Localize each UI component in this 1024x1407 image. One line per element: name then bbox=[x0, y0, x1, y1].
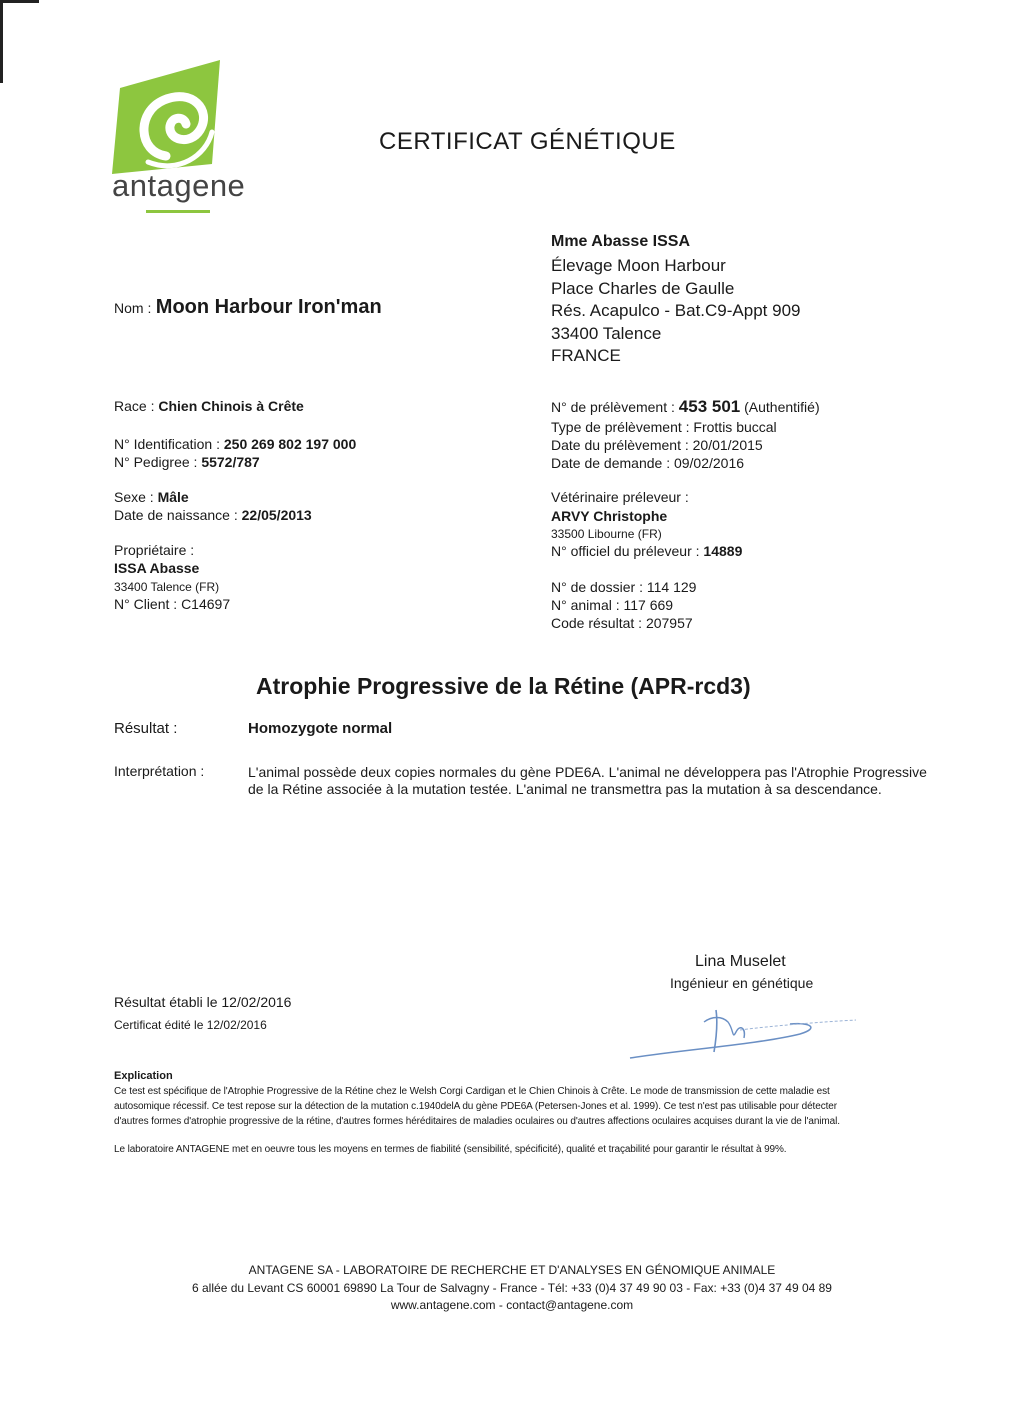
recipient-line: 33400 Talence bbox=[551, 323, 662, 343]
vet-official-label: N° officiel du préleveur : bbox=[551, 543, 700, 559]
recipient-line: Rés. Acapulco - Bat.C9-Appt 909 bbox=[551, 301, 801, 320]
vet-official-row bbox=[551, 543, 742, 559]
birth-row bbox=[114, 507, 312, 523]
recipient-name: Mme Abasse ISSA bbox=[551, 233, 691, 250]
scan-corner-mark bbox=[0, 0, 39, 83]
vet-city: 33500 Libourne (FR) bbox=[551, 527, 662, 541]
interpretation-line: de la Rétine associée à la mutation testée. L'animal ne transmettra pas la mutation à sa descendance. bbox=[248, 781, 882, 797]
sample-number: 453 501 bbox=[678, 397, 741, 416]
explanation-line: autosomique récessif. Ce test repose sur la détection de la mutation c.1940delA du gène PDE6A (Petersen-Jones et al. 1999). Ce test n'est pas utilisable pour détecter bbox=[114, 1101, 837, 1112]
vet-label: Vétérinaire préleveur : bbox=[551, 489, 689, 505]
explanation-line: Ce test est spécifique de l'Atrophie Progressive de la Rétine chez le Welsh Corgi Cardigan et le Chien Chinois à Crête. Le mode de transmission de cette maladie est bbox=[114, 1086, 830, 1097]
birth-label: Date de naissance : bbox=[114, 507, 238, 523]
result-value: Homozygote normal bbox=[248, 720, 393, 737]
interpretation-line: L'animal possède deux copies normales du gène PDE6A. L'animal ne développera pas l'Atrophie Progressive bbox=[248, 764, 927, 780]
client-row bbox=[114, 596, 230, 612]
client-label: N° Client : bbox=[114, 596, 178, 612]
recipient-line: FRANCE bbox=[551, 346, 621, 365]
animal-number: N° animal : 117 669 bbox=[551, 597, 674, 613]
race-label: Race : bbox=[114, 398, 155, 414]
explanation-line: d'autres formes d'atrophie progressive de la rétine, d'autres formes héréditaires de maladies oculaires ou d'autres affections oculaires acquises durant la vie de l'animal. bbox=[114, 1116, 840, 1127]
certificate-title: CERTIFICAT GÉNÉTIQUE bbox=[379, 128, 676, 155]
race-value: Chien Chinois à Crête bbox=[158, 398, 304, 414]
pedigree-row bbox=[114, 454, 260, 470]
client-value: C14697 bbox=[181, 596, 231, 612]
identification-row bbox=[114, 436, 356, 452]
dossier-number: N° de dossier : 114 129 bbox=[551, 579, 697, 595]
recipient-address bbox=[551, 255, 800, 368]
footer-contact: www.antagene.com - contact@antagene.com bbox=[390, 1298, 634, 1312]
animal-name-row bbox=[114, 296, 382, 319]
result-code: Code résultat : 207957 bbox=[551, 615, 693, 631]
request-date: Date de demande : 09/02/2016 bbox=[551, 455, 745, 471]
identification-label: N° Identification : bbox=[114, 436, 220, 452]
test-title: Atrophie Progressive de la Rétine (APR-rcd3) bbox=[256, 673, 751, 699]
explanation-title: Explication bbox=[114, 1070, 173, 1082]
signature-icon bbox=[620, 1000, 860, 1070]
result-established-date: Résultat établi le 12/02/2016 bbox=[114, 994, 292, 1010]
owner-city: 33400 Talence (FR) bbox=[114, 580, 220, 594]
logo-wordmark: antagene bbox=[112, 168, 246, 203]
signatory-role: Ingénieur en génétique bbox=[670, 975, 814, 991]
interpretation-label: Interprétation : bbox=[114, 763, 205, 779]
sample-type: Type de prélèvement : Frottis buccal bbox=[551, 419, 777, 435]
owner-label: Propriétaire : bbox=[114, 542, 195, 558]
pedigree-value: 5572/787 bbox=[201, 454, 260, 470]
race-row bbox=[114, 398, 304, 414]
name-label: Nom : bbox=[114, 300, 152, 316]
result-label: Résultat : bbox=[114, 720, 178, 737]
reliability-statement: Le laboratoire ANTAGENE met en oeuvre tous les moyens en termes de fiabilité (sensibilité, spécificité), qualité et traçabilité pour garantir le résultat à 99%. bbox=[114, 1144, 787, 1155]
sex-row bbox=[114, 489, 189, 505]
pedigree-label: N° Pedigree : bbox=[114, 454, 198, 470]
sex-value: Mâle bbox=[157, 489, 189, 505]
sample-date: Date du prélèvement : 20/01/2015 bbox=[551, 437, 763, 453]
vet-name: ARVY Christophe bbox=[551, 508, 668, 524]
animal-name: Moon Harbour Iron'man bbox=[155, 296, 382, 318]
birth-value: 22/05/2013 bbox=[241, 507, 312, 523]
signatory-name: Lina Muselet bbox=[695, 953, 786, 970]
identification-value: 250 269 802 197 000 bbox=[223, 436, 357, 452]
owner-name: ISSA Abasse bbox=[114, 560, 200, 576]
recipient-line: Place Charles de Gaulle bbox=[551, 278, 735, 298]
footer-company: ANTAGENE SA - LABORATOIRE DE RECHERCHE ET D'ANALYSES EN GÉNOMIQUE ANIMALE bbox=[248, 1263, 776, 1277]
certificate-edited-date: Certificat édité le 12/02/2016 bbox=[114, 1018, 267, 1032]
vet-official-value: 14889 bbox=[703, 543, 743, 559]
sample-authenticated: (Authentifié) bbox=[744, 399, 820, 415]
footer-address: 6 allée du Levant CS 60001 69890 La Tour de Salvagny - France - Tél: +33 (0)4 37 49 90 03 - Fax: +33 (0)4 37 49 04 89 bbox=[192, 1281, 832, 1295]
recipient-line: Élevage Moon Harbour bbox=[551, 256, 726, 275]
sample-number-label: N° de prélèvement : bbox=[551, 399, 675, 415]
sex-label: Sexe : bbox=[114, 489, 154, 505]
sample-number-row bbox=[551, 397, 820, 417]
logo-underline bbox=[146, 210, 210, 213]
